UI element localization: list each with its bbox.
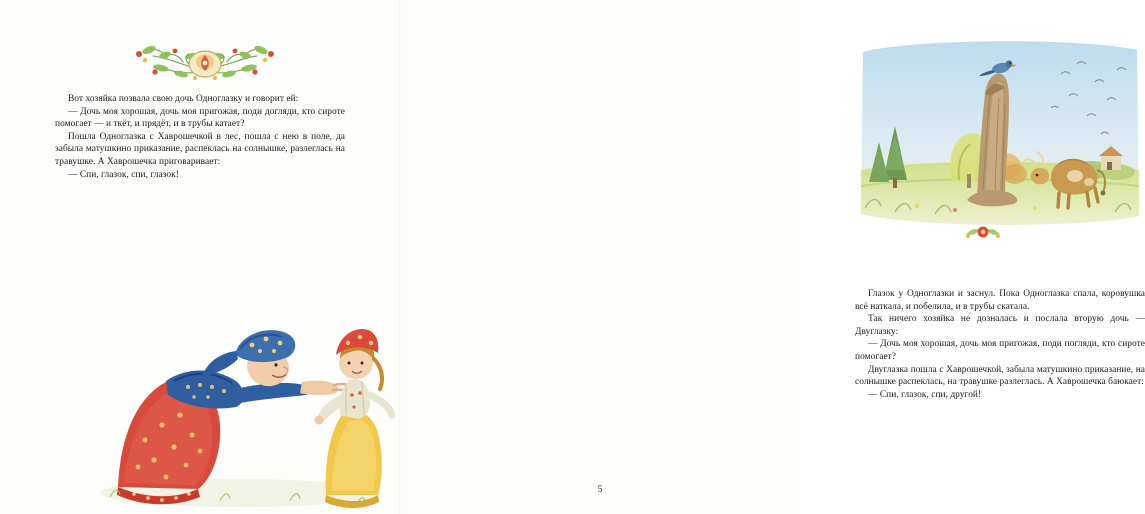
paragraph: — Спи, глазок, спи, глазок! [68, 169, 179, 180]
figure-daughter [315, 329, 393, 508]
paragraph: Так ничего хозяйка не дозналась и послала вторую дочь — Двуглазку: [855, 314, 1145, 337]
paragraph: — Спи, глазок, спи, другой! [868, 389, 982, 400]
paragraph: Вот хозяйка позвала свою дочь Одноглазку и говорит ей: [68, 94, 299, 104]
illustration-meadow-with-cow-and-tree-stump [855, 30, 1145, 270]
floral-ornament-header [105, 38, 305, 84]
right-page [400, 0, 1145, 514]
floral-sprig [966, 227, 1000, 239]
paragraph: — Дочь моя хорошая, дочь моя пригожая, поди догляди, кто сироте помогает — и ткёт, и прядёт, и в трубы катает? [55, 106, 345, 130]
right-page-text [855, 288, 1145, 401]
paragraph: Пошла Одноглазка с Хаврошечкой в лес, пошла с нею в поле, да забыла матушкино приказание, распеклась на солнышке, разлеглась на травушке. А Хаврошечка приговаривает: [55, 131, 345, 167]
paragraph: Глазок у Одноглазки и заснул. Пока Одноглазка спала, коровушка всё наткала, и побелила, и в трубы скатала. [855, 289, 1145, 312]
page-number: 5 [597, 485, 603, 495]
left-page-text [55, 93, 345, 181]
paragraph: Двуглазка пошла с Хаврошечкой, забыла матушкино приказание, на солнышке распеклась, на травушке разлеглась. А Хаврошечка баюкает: [855, 364, 1145, 388]
figure-stepmother [117, 330, 350, 504]
left-page [0, 0, 400, 514]
illustration-stepmother-and-daughter [90, 255, 380, 505]
paragraph: — Дочь моя хорошая, дочь моя пригожая, поди погляди, кто сироте помогает? [855, 339, 1145, 362]
